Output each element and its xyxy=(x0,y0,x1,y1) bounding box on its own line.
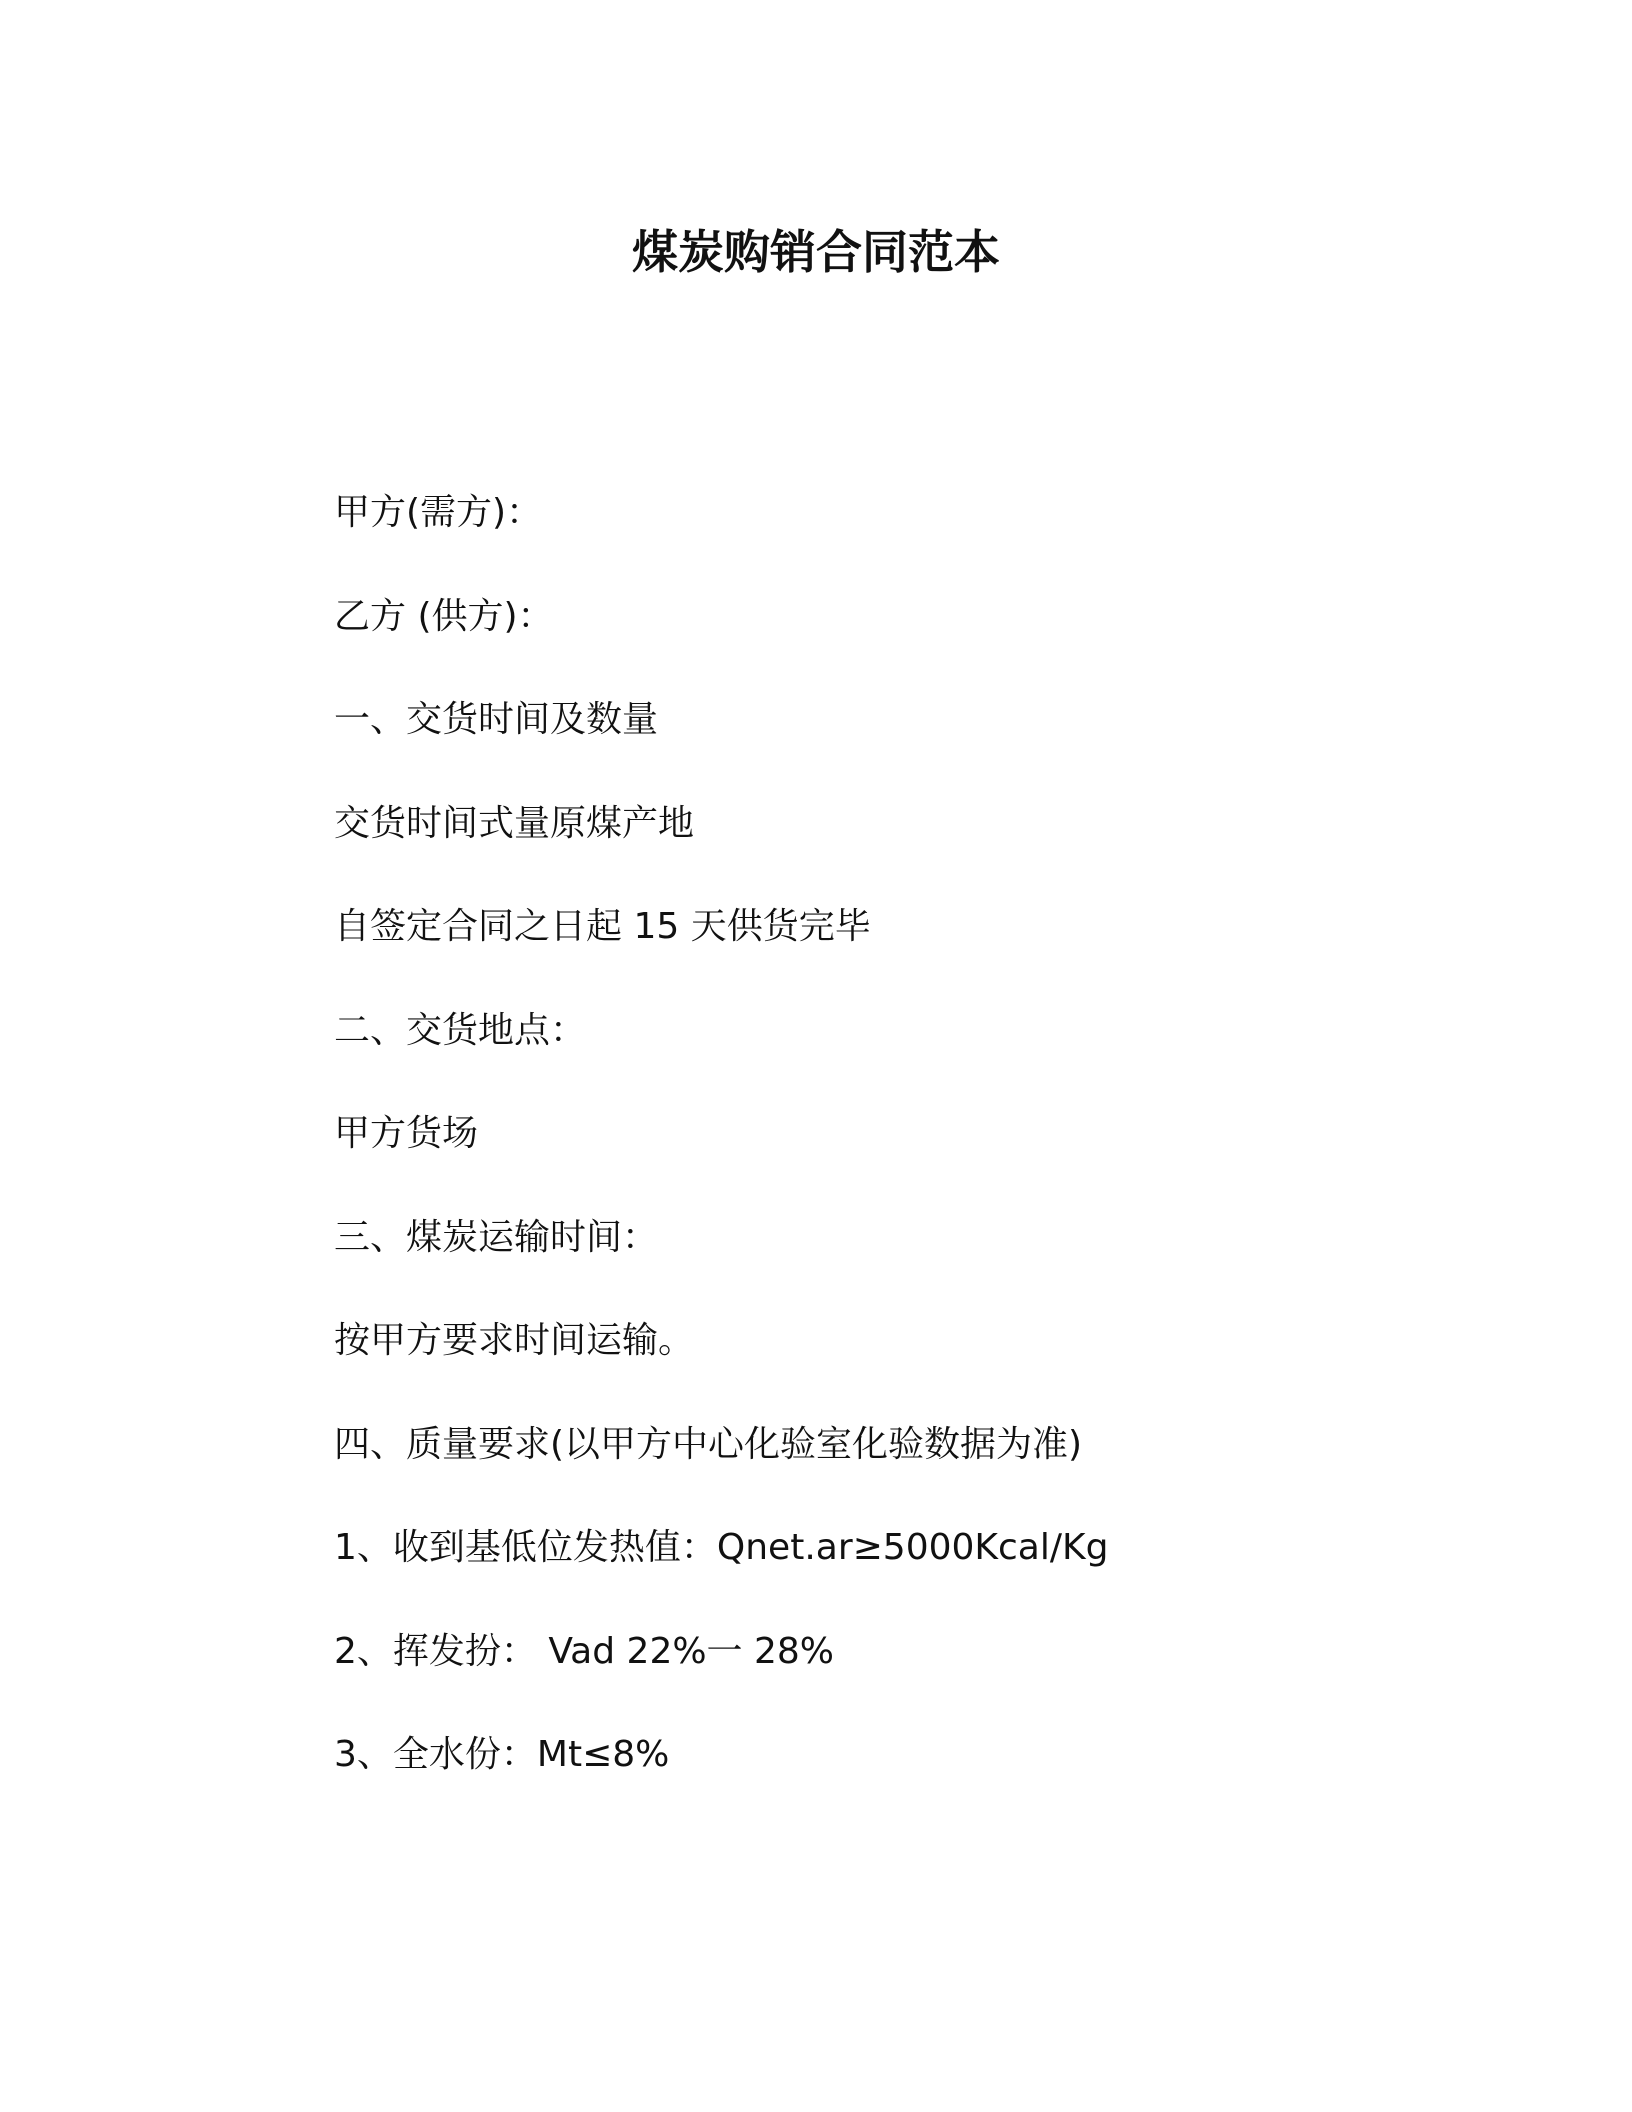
party-a-line: 甲方(需方)： xyxy=(334,492,543,533)
delivery-time-detail: 自签定合同之日起 15 天供货完毕 xyxy=(334,906,871,947)
delivery-place-text: 甲方货场 xyxy=(334,1113,479,1154)
section-heading-delivery-time: 一、交货时间及数量 xyxy=(334,699,659,740)
transport-time-text: 按甲方要求时间运输。 xyxy=(334,1320,695,1361)
quality-item-3: 3、全水份：Mt≤8% xyxy=(334,1734,670,1775)
document-body xyxy=(334,488,1534,1834)
section-heading-quality: 四、质量要求(以甲方中心化验室化验数据为准) xyxy=(334,1423,1083,1465)
document-title: 煤炭购销合同范本 xyxy=(632,225,1000,279)
quality-item-1: 1、收到基低位发热值：Qnet.ar≥5000Kcal/Kg xyxy=(334,1527,1109,1568)
section-heading-delivery-place: 二、交货地点： xyxy=(334,1009,587,1051)
party-b-line: 乙方 (供方)： xyxy=(334,595,554,637)
quality-item-2: 2、挥发扮： Vad 22%一 28% xyxy=(334,1630,835,1672)
section-heading-transport-time: 三、煤炭运输时间： xyxy=(334,1216,659,1258)
delivery-time-text: 交货时间式量原煤产地 xyxy=(334,802,695,844)
